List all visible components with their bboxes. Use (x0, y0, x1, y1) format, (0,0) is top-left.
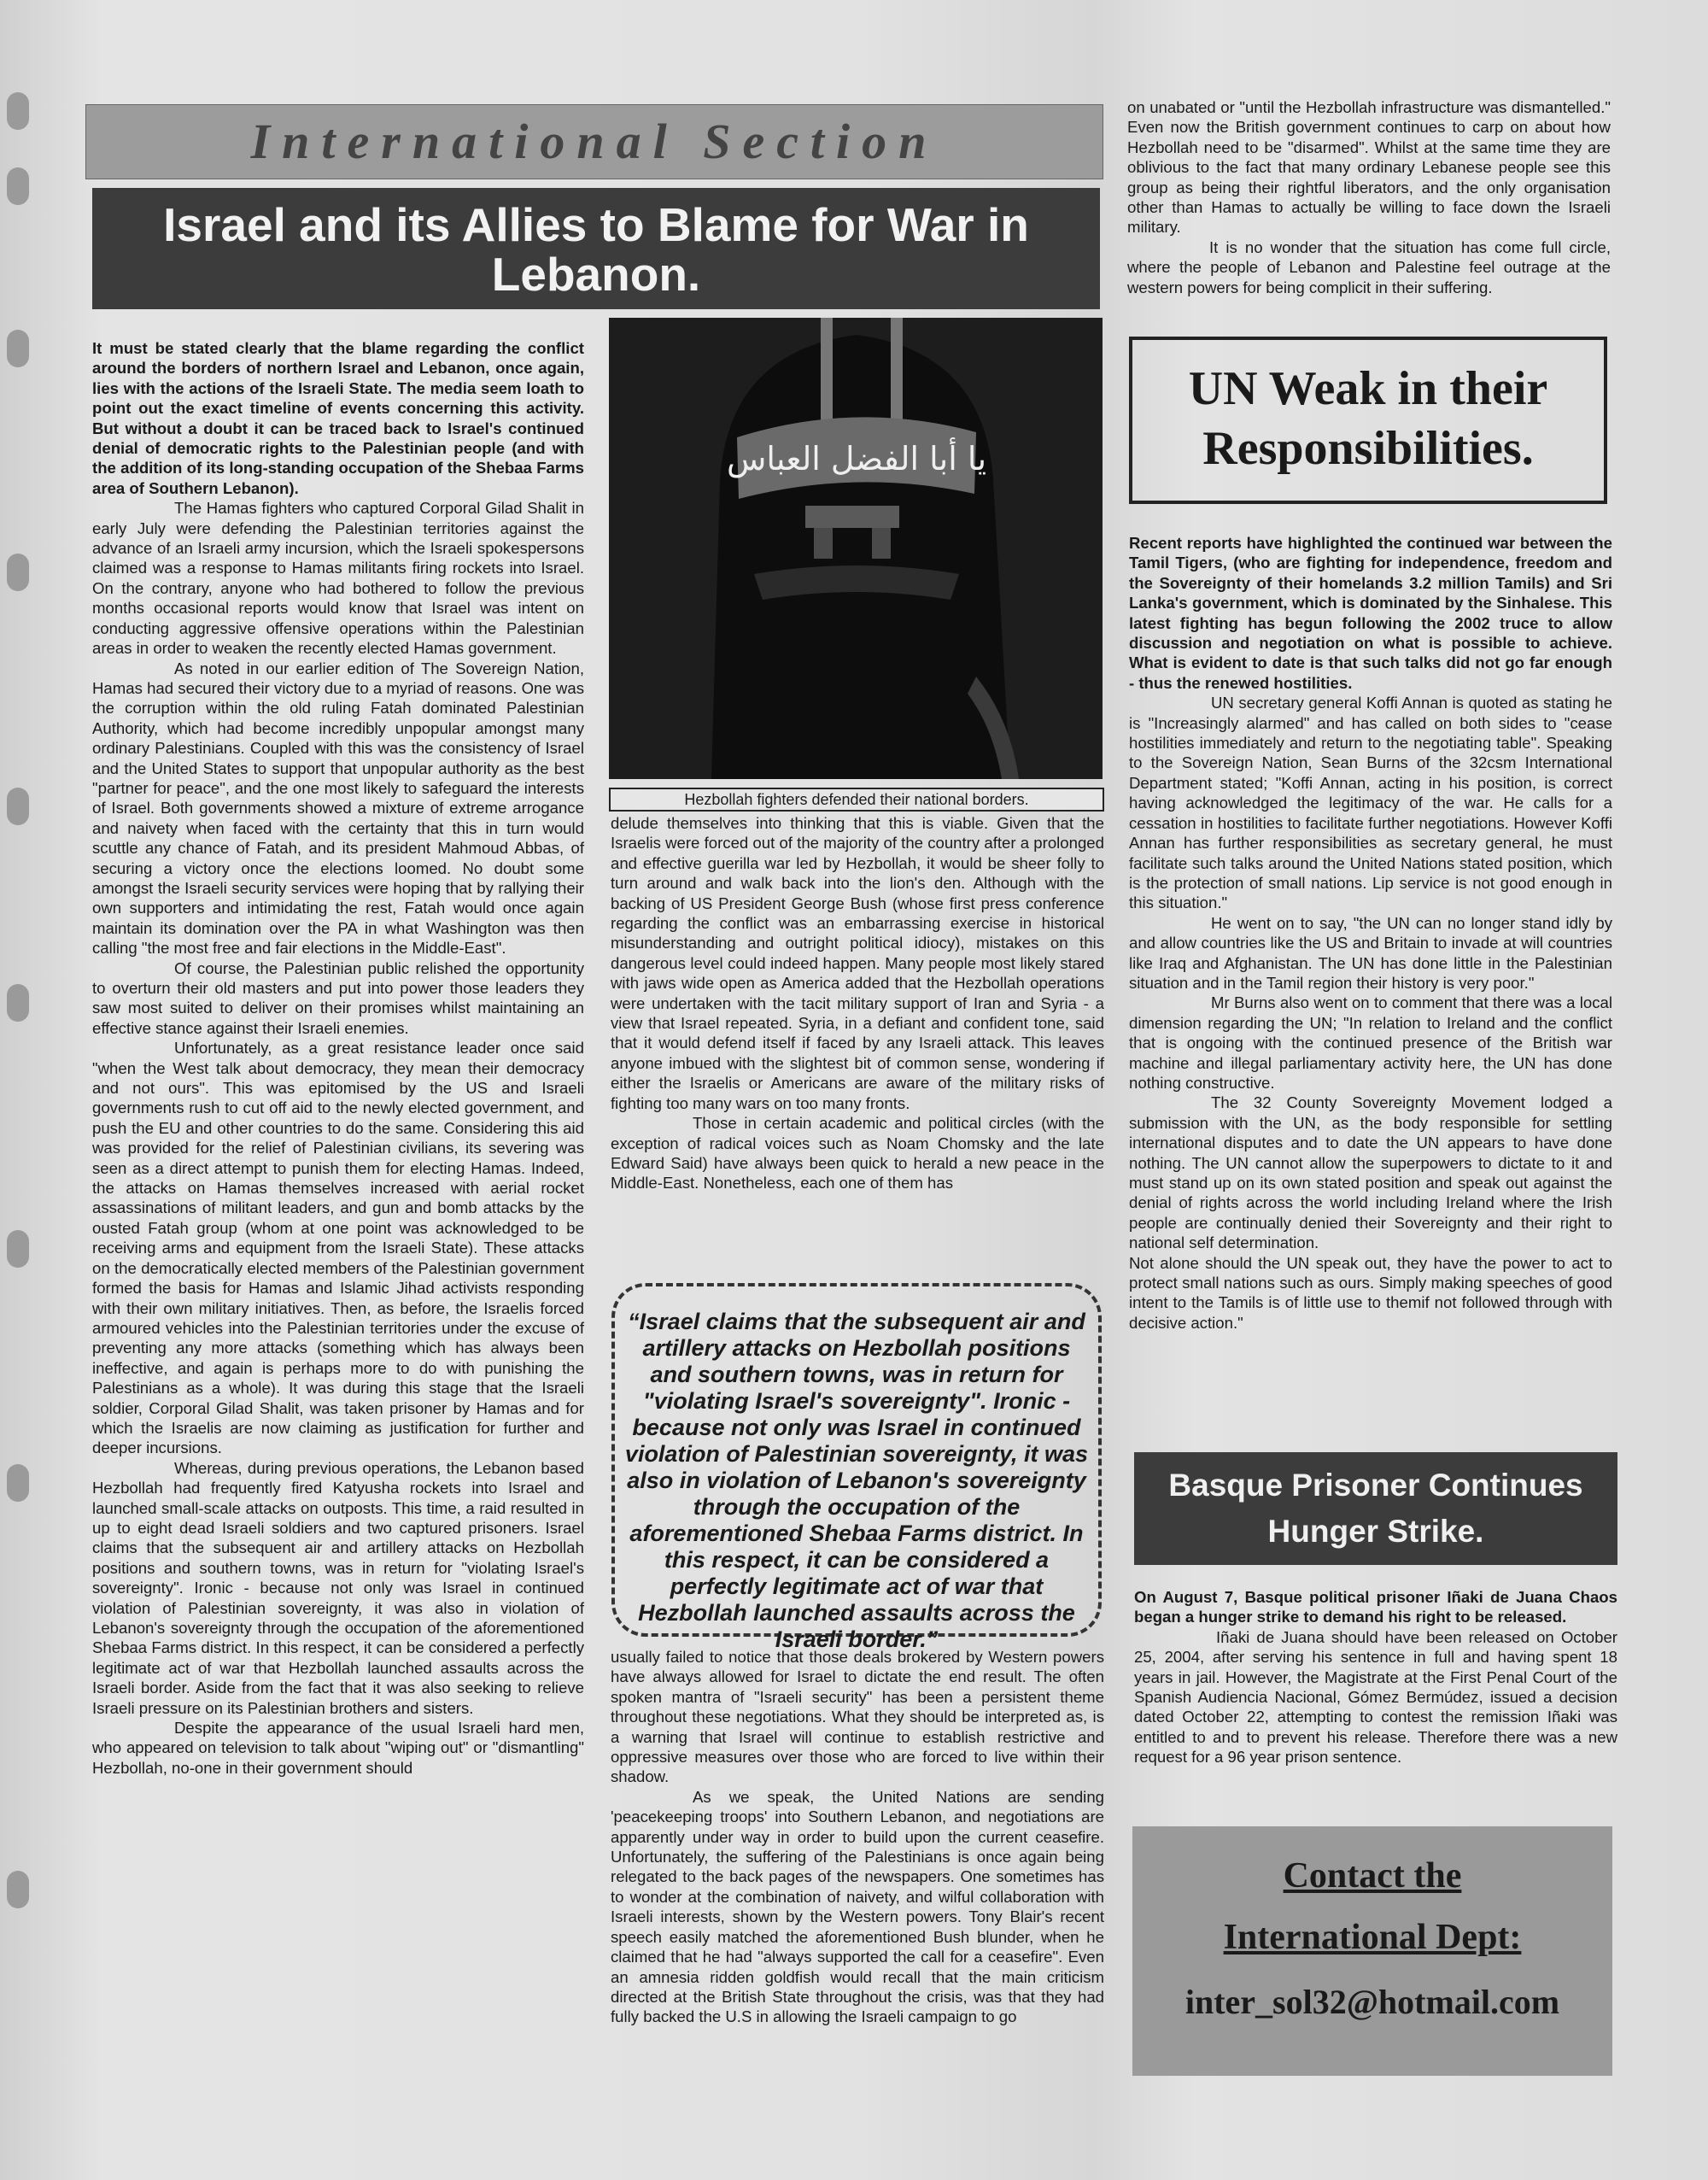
article-paragraph: He went on to say, "the UN can no longer stand idly by and allow countries like the US and Britain to invade at will countries like Iraq and Afghanistan. The UN has done little in the Palestinian situation and in the Tamil region their history is very poor." (1129, 913, 1612, 992)
main-headline: Israel and its Allies to Blame for War in Lebanon. (92, 188, 1100, 309)
article-paragraph: Iñaki de Juana should have been released on October 25, 2004, after serving his sentence in full and having spent 18 years in jail. However, the Magistrate at the First Penal Court of the Spanish Audiencia Nacional, Gómez Bermúdez, issued a decision dated October 22, attempting to contest the remission Iñaki was entitled to and to prevent his release. Therefore there was a new request for a 96 year prison sentence. (1134, 1627, 1617, 1767)
article-paragraph: UN secretary general Koffi Annan is quoted as stating he is "Increasingly alarmed" and has called on both sides to "cease hostilities immediately and return to the negotiating table". Speaking to the Sovereign Nation, Sean Burns of the 32csm International Department stated; "Koffi Annan, acting in his position, is correct having acknowledged the legitimacy of the war. He calls for a cessation in hostilities to facilitate further negotiations. However Koffi Annan has further responsibilities as secretary general, he must facilitate such talks around the United Nations stated position, which is the protection of small nations. Lip service is not good enough in this situation." (1129, 694, 1612, 912)
pull-quote: “Israel claims that the subsequent air and artillery attacks on Hezbollah positions and southern towns, was in return for "violating Israel's sovereignty". Ironic - because not only was Israel in continued violation of Palestinian sovereignty, it was also in violation of Lebanon's sovereignty through the occupation of the aforementioned Shebaa Farms district. In this respect, it can be considered a perfectly legitimate act of war that Hezbollah launched assaults across the Israeli border.” (611, 1283, 1102, 1637)
photo-caption: Hezbollah fighters defended their national borders. (609, 788, 1104, 812)
contact-box (1132, 1826, 1612, 2076)
article-paragraph: on unabated or "until the Hezbollah infrastructure was dismantelled." Even now the British government continues to carp on about how Hezbollah need to be "disarmed". Whilst at the same time they are oblivious to the fact that many ordinary Lebanese people see this group as being their rightful liberators, and the only organisation other than Hamas to actually be willing to face down the Israeli military. (1127, 98, 1611, 237)
article-column-2b (611, 1647, 1104, 2027)
article-paragraph: It is no wonder that the situation has come full circle, where the people of Lebanon and Palestine feel outrage at the western powers for being complicit in their suffering. (1127, 237, 1611, 296)
basque-article (1134, 1587, 1617, 1767)
article-paragraph: Those in certain academic and political circles (with the exception of radical voices such as Noam Chomsky and the late Edward Said) have always been quick to herald a new peace in the Middle-East. Nonetheless, each one of them has (611, 1114, 1104, 1193)
contact-heading: Contact the (1283, 1856, 1462, 1896)
basque-lead: On August 7, Basque political prisoner Iñaki de Juana Chaos began a hunger strike to demand his right to be released. (1134, 1588, 1617, 1626)
article-paragraph: Of course, the Palestinian public relished the opportunity to overturn their old masters and put into power those leaders they saw most suited to deliver on their promises whilst maintaining an effective stance against their Israeli enemies. (92, 958, 584, 1037)
article-lead: It must be stated clearly that the blame regarding the conflict around the borders of northern Israel and Lebanon, once again, lies with the actions of the Israeli State. The media seem loath to point out the exact timeline of events concerning this activity. But without a doubt it can be traced back to Israel's continued denial of democratic rights to the Palestinian people (and with the addition of its long-standing occupation of the Shebaa Farms area of Southern Lebanon). (92, 339, 584, 497)
contact-email[interactable]: inter_sol32@hotmail.com (1184, 1983, 1560, 2021)
article-column-1 (92, 338, 584, 1778)
hezbollah-photo (609, 318, 1103, 779)
article-column-3 (1127, 97, 1611, 297)
section-title: International Section (85, 104, 1103, 179)
article-paragraph: As we speak, the United Nations are sending 'peacekeeping troops' into Southern Lebanon, and negotiations are apparently under way in order to build upon the current ceasefire. Unfortunately, the suffering of the Palestinians is once again being relegated to the back pages of the newspapers. One sometimes has to wonder at the combination of naivety, and wilful collaboration with Israeli interests, shown by the Western powers. Tony Blair's recent speech easily matched the aforementioned Bush blunder, when he claimed that he had "always supported the call for a ceasefire". Even an amnesia ridden goldfish would recall that the main criticism directed at the British State throughout the crisis, was that they had fully backed the U.S in allowing the Israeli campaign to go (611, 1787, 1104, 2026)
contact-department: International Dept: (1223, 1918, 1522, 1957)
article-paragraph: As noted in our earlier edition of The Sovereign Nation, Hamas had secured their victory due to a myriad of reasons. One was the corruption within the old ruling Fatah dominated Palestinian Authority, which had become incredibly unpopular amongst many ordinary Palestinians. Coupled with this was the consistency of Israel and the United States to support that unpopular authority as the best "partner for peace", and the one most likely to safeguard the interests of Israel. Both governments showed a mixture of extreme arrogance and naivety when faced with the certainty that this in turn would scuttle any chance of Fatah, and its president Mahmoud Abbas, of securing a victory once the elections loomed. No doubt some amongst the Israeli security services were hoping that by rallying their own supporters and intimidating the rest, Fatah would once again maintain its domination over the PA in what Washington was then calling "the most free and fair elections in the Middle-East". (92, 659, 584, 958)
un-lead: Recent reports have highlighted the continued war between the Tamil Tigers, (who are fighting for independence, freedom and the Sovereignty of their homelands 3.2 million Tamils) and Sri Lanka's government, which is dominated by the Sinhalese. This latest fighting has begun following the 2002 truce to allow discussion and negotiation on what is possible to achieve. What is evident to date is that such talks did not go far enough - thus the renewed hostilities. (1129, 534, 1612, 692)
article-paragraph: usually failed to notice that those deals brokered by Western powers have always allowed for Israel to dictate the end result. The often spoken mantra of "Israeli security" has been a persistent theme throughout these negotiations. What they should be interpreted as, is a warning that Israel will continue to establish restrictive and oppressive measures over those who are forced to live within their shadow. (611, 1648, 1104, 1786)
article-paragraph: Unfortunately, as a great resistance leader once said "when the West talk about democracy, they mean their democracy and not ours". This was epitomised by the US and Israeli governments rush to cut off aid to the newly elected government, and push the EU and other countries to do the same. Considering this aid was provided for the relief of Palestinian civilians, its severing was seen as a direct attempt to punish them for electing Hamas. Indeed, the attacks on Hamas themselves increased with aerial rocket assassinations of militant leaders, and gun and bomb attacks by the ousted Fatah group (whom at one point was acknowledged to be receiving arms and equipment from the Israeli State). These attacks on the democratically elected members of the Palestinian government formed the basis for Hamas and Islamic Jihad activists responding with their own military initiatives. Then, as before, the Israelis forced armoured vehicles into the Palestinian territories under the excuse of preventing any more attacks (something which has always been ineffective, and again is perhaps more to do with punishing the Palestinians as a whole). It was during this stage that the Israeli soldier, Corporal Gilad Shalit, was taken prisoner by Hamas and for which the Israelis are now claiming as justification for further and deeper incursions. (92, 1039, 584, 1457)
article-paragraph: Despite the appearance of the usual Israeli hard men, who appeared on television to talk about "wiping out" or "dismantling" Hezbollah, no-one in their government should (92, 1719, 584, 1777)
article-column-2a (611, 813, 1104, 1193)
article-paragraph: delude themselves into thinking that this is viable. Given that the Israelis were forced out of the majority of the country after a prolonged and effective guerilla war led by Hezbollah, it would be sheer folly to turn around and walk back into the lion's den. Although with the backing of US President George Bush (whose first press conference regarding the conflict was an embarrassing exercise in historical misunderstanding and outright political idiocy), mistakes on this dangerous level could indeed happen. Many people most likely stared with jaws wide open as America added that the Hezbollah operations were undertaken with the tacit military support of Iran and Syria - a view that Israel repeated. Syria, in a defiant and confident tone, said that it would defend itself if faced by any Israeli attack. This leaves anyone imbued with the slightest bit of common sense, wondering if either the Israelis or Americans are aware of the military risks of fighting too many wars on too many fronts. (611, 814, 1104, 1112)
article-paragraph: Not alone should the UN speak out, they have the power to act to protect small nations such as ours. Simply making speeches of good intent to the Tamils is of little use to themif not followed through with decisive action." (1129, 1253, 1612, 1332)
un-headline: UN Weak in their Responsibilities. (1129, 337, 1607, 504)
article-paragraph: Whereas, during previous operations, the Lebanon based Hezbollah had frequently fired Katyusha rockets into Israel and launched small-scale attacks on outposts. This time, a raid resulted in up to eight dead Israeli soldiers and two captured prisoners. Israel claims that the subsequent air and artillery attacks on Hezbollah positions and southern towns, was in return for "violating Israel's sovereignty". Ironic - because not only was Israel in continued violation of Palestinian sovereignty, it was also in violation of Lebanon's sovereignty through the occupation of the aforementioned Shebaa Farms district. In this respect, it can be considered a perfectly legitimate act of war that Hezbollah launched assaults across the Israeli border. Aside from the fact that it was also seeking to relieve Israeli pressure on its Palestinian brothers and sisters. (92, 1458, 584, 1717)
article-paragraph: The Hamas fighters who captured Corporal Gilad Shalit in early July were defending the Palestinian territories against the advance of an Israeli army incursion, which the Israeli spokespersons claimed was a response to Hamas militants firing rockets into Israel. On the contrary, anyone who had bothered to follow the previous months occasional reports would know that Israel was intent on conducting aggressive offensive operations within the Palestinian areas in order to weaken the recently elected Hamas government. (92, 499, 584, 658)
basque-headline: Basque Prisoner Continues Hunger Strike. (1134, 1452, 1617, 1565)
headband-text: يا أبا الفضل العباس (726, 440, 987, 478)
article-paragraph: Mr Burns also went on to comment that there was a local dimension regarding the UN; "In relation to Ireland and the conflict that is ongoing with the continued presence of the British war machine and illegal parliamentary activity here, the UN has done nothing constructive. (1129, 993, 1612, 1092)
fighter-silhouette-image (609, 318, 1103, 779)
article-paragraph: The 32 County Sovereignty Movement lodged a submission with the UN, as the body responsible for settling international disputes and to date the UN appears to have done nothing. The UN cannot allow the superpowers to dictate to it and must stand up on its own stated position and speak out against the denial of rights across the world including Ireland where the Irish people are continually denied their Sovereignty and their right to national self determination. (1129, 1093, 1612, 1252)
un-article (1129, 533, 1612, 1333)
